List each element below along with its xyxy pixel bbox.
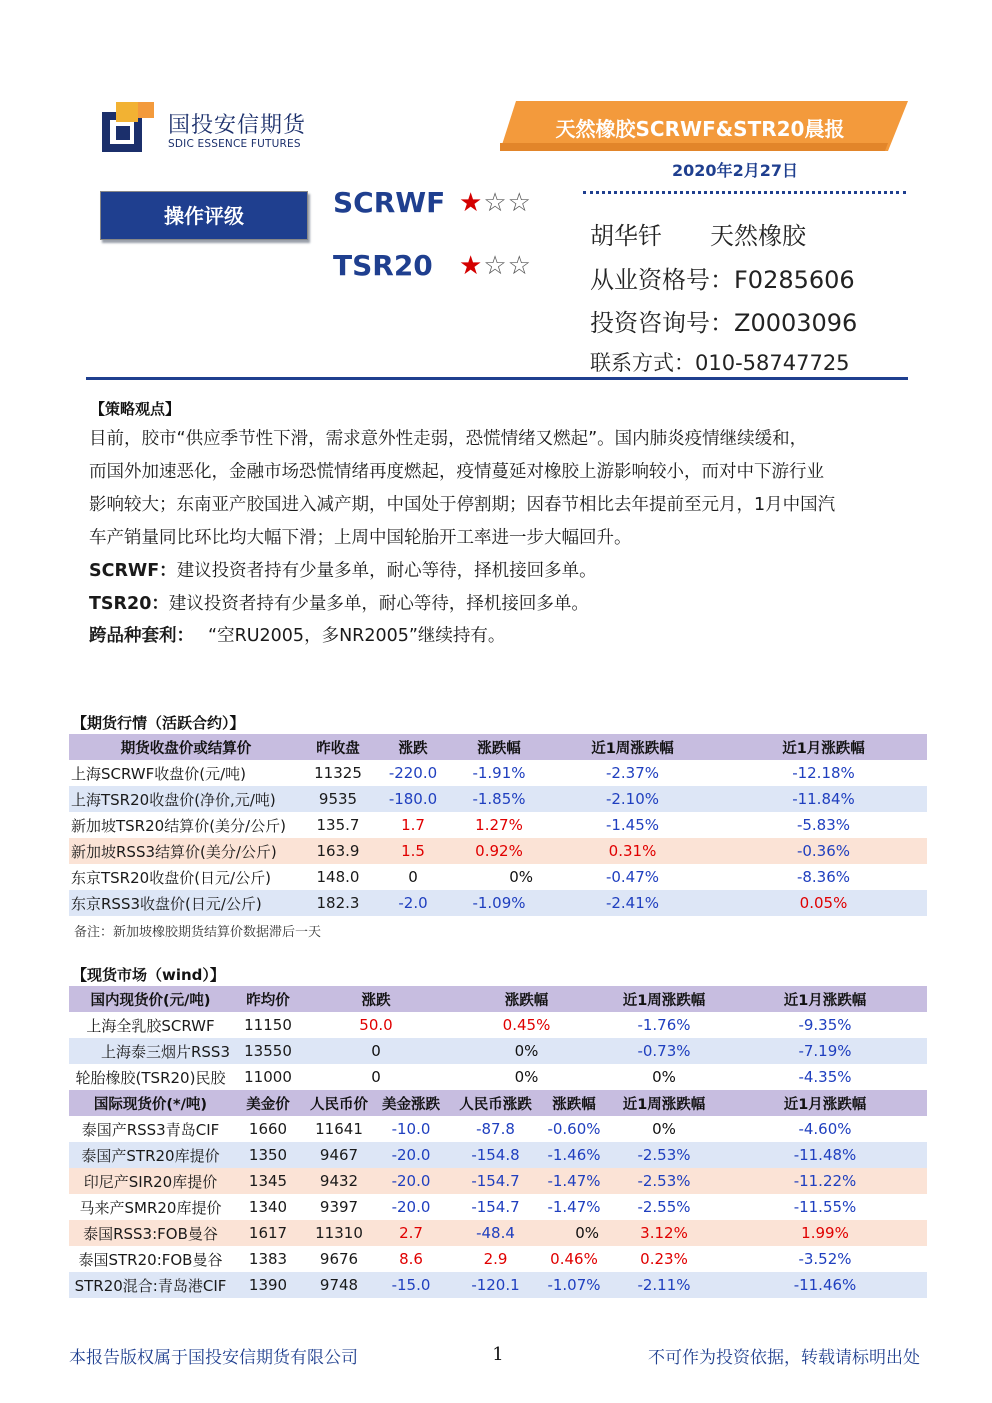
cell-pct: -1.91%	[472, 764, 526, 782]
strategy-item-arbitrage	[89, 620, 909, 653]
table-header-row	[69, 734, 927, 760]
cell-change: 1.7	[401, 816, 425, 834]
table-row	[69, 1220, 927, 1246]
cell-month: -8.36%	[796, 868, 851, 886]
table-row	[69, 786, 927, 812]
table-row	[69, 760, 927, 786]
table-row	[69, 838, 927, 864]
cell-week: -2.53%	[637, 1146, 691, 1164]
cell-week: -2.55%	[637, 1198, 691, 1216]
table-row	[69, 812, 927, 838]
rating-stars-tsr20	[459, 251, 532, 281]
cell-name: 轮胎橡胶(TSR20)民胶	[75, 1068, 226, 1087]
cell-name: STR20混合:青岛港CIF	[74, 1276, 227, 1295]
cell-name: 上海SCRWF收盘价(元/吨)	[71, 764, 247, 783]
cell-week: 3.12%	[640, 1224, 688, 1242]
brand-name-cn: 国投安信期货	[168, 113, 307, 138]
column-header: 人民币涨跌	[448, 1090, 543, 1116]
table-row	[69, 1038, 927, 1064]
column-header: 美金涨跌	[374, 1090, 448, 1116]
product-tsr20: TSR20	[333, 249, 433, 282]
dotted-divider	[583, 191, 906, 194]
column-header: 人民币价	[304, 1090, 374, 1116]
cell-month: 1.99%	[801, 1224, 849, 1242]
cell-rmb-change: 2.9	[483, 1250, 508, 1268]
cell-pct: 0.46%	[550, 1250, 598, 1268]
cell-rmb-change: -48.4	[476, 1224, 515, 1242]
page-number: 1	[492, 1344, 504, 1365]
cell-week: -2.41%	[605, 894, 660, 912]
analyst-consult-number: 投资咨询号：Z0003096	[590, 309, 858, 337]
column-header: 近1月涨跌幅	[723, 1090, 927, 1116]
cell-pct: -1.85%	[472, 790, 526, 808]
cell-pct: 1.27%	[475, 816, 523, 834]
futures-note: 备注：新加坡橡胶期货结算价数据滞后一天	[74, 925, 322, 940]
report-banner	[500, 101, 908, 151]
column-header: 昨收盘	[303, 734, 373, 760]
column-header: 国际现货价(*/吨)	[69, 1090, 232, 1116]
table-header-row	[69, 1090, 927, 1116]
cell-usd: 1350	[248, 1146, 288, 1164]
cell-month: -0.36%	[796, 842, 851, 860]
strategy-line: 而国外加速恶化，金融市场恐慌情绪再度燃起，疫情蔓延对橡胶上游影响较小，而对中下游行业	[89, 462, 824, 482]
cell-name: 上海全乳胶SCRWF	[86, 1016, 215, 1035]
column-header: 近1月涨跌幅	[723, 986, 927, 1012]
cell-month: -7.19%	[798, 1042, 852, 1060]
star-filled-icon: ★	[459, 188, 484, 218]
report-date: 2020年2月27日	[672, 161, 798, 180]
cell-month: -5.83%	[796, 816, 851, 834]
table-row	[69, 1194, 927, 1220]
strategy-item-label: 跨品种套利：	[89, 626, 194, 646]
cell-price: 13550	[244, 1042, 292, 1060]
cell-month: -11.55%	[793, 1198, 857, 1216]
strategy-line: 目前，胶市“供应季节性下滑，需求意外性走弱，恐慌情绪又燃起”。国内肺炎疫情继续缓和，	[89, 429, 808, 449]
table-row	[69, 1012, 927, 1038]
cell-name: 新加坡RSS3结算价(美分/公斤)	[71, 842, 277, 861]
cell-change: -220.0	[388, 764, 438, 782]
cell-usd-change: -15.0	[391, 1276, 431, 1294]
cell-usd: 1617	[248, 1224, 288, 1242]
cell-week: -1.45%	[605, 816, 660, 834]
logo-mark-icon	[102, 102, 154, 152]
futures-table	[69, 734, 927, 916]
cell-week: 0%	[652, 1068, 676, 1086]
cell-rmb: 9676	[319, 1250, 359, 1268]
cell-pct: -1.07%	[547, 1276, 601, 1294]
cell-month: -11.84%	[792, 790, 855, 808]
table-row	[69, 1168, 927, 1194]
strategy-item-text: “空RU2005，多NR2005”继续持有。	[208, 626, 506, 646]
cell-close: 135.7	[316, 816, 360, 834]
cell-week: -2.37%	[605, 764, 660, 782]
column-header: 涨跌幅	[448, 986, 605, 1012]
cell-usd: 1345	[248, 1172, 288, 1190]
table-row	[69, 1272, 927, 1298]
table-row	[69, 1064, 927, 1090]
cell-usd-change: 8.6	[399, 1250, 423, 1268]
strategy-line: 车产销量同比环比均大幅下滑；上周中国轮胎开工率进一步大幅回升。	[89, 528, 632, 548]
cell-name: 泰国产RSS3青岛CIF	[81, 1120, 220, 1139]
header-divider	[86, 377, 908, 380]
strategy-item-label: SCRWF：	[89, 561, 177, 581]
cell-name: 东京RSS3收盘价(日元/公斤)	[71, 894, 262, 913]
analyst-license: 从业资格号：F0285606	[590, 266, 855, 294]
cell-month: -4.35%	[798, 1068, 852, 1086]
cell-rmb: 9748	[319, 1276, 359, 1294]
cell-rmb: 11310	[315, 1224, 363, 1242]
cell-name: 印尼产SIR20库提价	[83, 1172, 218, 1191]
cell-usd-change: -20.0	[391, 1172, 431, 1190]
table-row	[69, 890, 927, 916]
cell-name: 新加坡TSR20结算价(美分/公斤)	[71, 816, 286, 835]
strategy-item-text: 建议投资者持有少量多单，耐心等待，择机接回多单。	[176, 561, 597, 581]
cell-usd: 1340	[248, 1198, 288, 1216]
footer-copyright: 本报告版权属于国投安信期货有限公司	[69, 1348, 358, 1368]
cell-change: -2.0	[398, 894, 428, 912]
cell-close: 148.0	[316, 868, 360, 886]
cell-name: 马来产SMR20库提价	[79, 1198, 222, 1217]
cell-pct: 0%	[514, 1068, 539, 1086]
cell-price: 11150	[244, 1016, 292, 1034]
cell-pct: 0.45%	[502, 1016, 551, 1034]
table-row	[69, 1116, 927, 1142]
column-header: 近1周涨跌幅	[605, 986, 723, 1012]
column-header: 涨跌	[304, 986, 448, 1012]
cell-week: -0.47%	[605, 868, 660, 886]
report-title: 天然橡胶SCRWF&STR20晨报	[555, 117, 845, 141]
cell-pct: -1.46%	[547, 1146, 601, 1164]
cell-week: -2.10%	[605, 790, 660, 808]
rating-stars-scrwf	[459, 188, 532, 218]
cell-week: -2.53%	[637, 1172, 691, 1190]
column-header: 涨跌	[373, 734, 453, 760]
brand-name-en: SDIC ESSENCE FUTURES	[168, 138, 301, 150]
analyst-contact: 联系方式：010-58747725	[590, 351, 850, 375]
cell-month: -11.48%	[793, 1146, 857, 1164]
column-header: 近1周涨跌幅	[605, 1090, 723, 1116]
cell-month: -11.22%	[793, 1172, 857, 1190]
cell-name: 泰国产STR20库提价	[81, 1146, 220, 1165]
cell-close: 9535	[318, 790, 358, 808]
brand-logo	[102, 102, 342, 154]
cell-name: 上海泰三烟片RSS3	[100, 1042, 230, 1061]
cell-close: 163.9	[316, 842, 360, 860]
cell-pct: -1.47%	[547, 1172, 601, 1190]
cell-change: 0	[371, 1068, 381, 1086]
cell-change: 50.0	[359, 1016, 393, 1034]
table-row	[69, 1246, 927, 1272]
cell-usd-change: -10.0	[391, 1120, 431, 1138]
cell-usd: 1383	[248, 1250, 288, 1268]
column-header: 美金价	[232, 1090, 304, 1116]
analyst-name: 胡华钎 天然橡胶	[590, 222, 806, 250]
rating-label: 操作评级	[100, 191, 308, 240]
cell-change: 0	[371, 1042, 381, 1060]
cell-rmb: 9432	[319, 1172, 359, 1190]
cell-week: -0.73%	[637, 1042, 691, 1060]
column-header: 国内现货价(元/吨)	[69, 986, 232, 1012]
spot-title: 【现货市场（wind）】	[72, 966, 225, 984]
cell-month: -12.18%	[792, 764, 855, 782]
cell-name: 泰国STR20:FOB曼谷	[78, 1250, 223, 1269]
cell-pct: -0.60%	[547, 1120, 601, 1138]
cell-week: 0%	[652, 1120, 676, 1138]
cell-rmb: 11641	[315, 1120, 363, 1138]
cell-usd-change: -20.0	[391, 1198, 431, 1216]
cell-month: -3.52%	[798, 1250, 852, 1268]
column-header: 涨跌幅	[543, 1090, 605, 1116]
product-scrwf: SCRWF	[333, 186, 446, 219]
strategy-title: 【策略观点】	[90, 400, 181, 418]
table-header-row	[69, 986, 927, 1012]
spot-table	[69, 986, 927, 1298]
column-header: 涨跌幅	[453, 734, 545, 760]
table-row	[69, 1142, 927, 1168]
cell-pct: -1.09%	[472, 894, 526, 912]
star-empty-icon: ☆☆	[483, 188, 532, 218]
cell-month: -9.35%	[798, 1016, 852, 1034]
cell-usd-change: 2.7	[399, 1224, 423, 1242]
cell-pct: 0.92%	[475, 842, 523, 860]
futures-title: 【期货行情（活跃合约）】	[72, 714, 245, 732]
strategy-item-text: 建议投资者持有少量多单，耐心等待，择机接回多单。	[168, 594, 589, 614]
cell-price: 11000	[244, 1068, 292, 1086]
column-header: 近1周涨跌幅	[545, 734, 720, 760]
cell-usd-change: -20.0	[391, 1146, 431, 1164]
footer-disclaimer: 不可作为投资依据，转载请标明出处	[648, 1348, 920, 1368]
cell-rmb-change: -87.8	[476, 1120, 515, 1138]
cell-rmb-change: -120.1	[471, 1276, 520, 1294]
strategy-line: 影响较大；东南亚产胶国进入减产期，中国处于停割期；因春节相比去年提前至元月，1月中国汽	[89, 495, 836, 515]
cell-pct: 0%	[509, 868, 533, 886]
cell-rmb-change: -154.7	[471, 1198, 520, 1216]
cell-week: 0.31%	[608, 842, 657, 860]
cell-change: -180.0	[388, 790, 438, 808]
cell-name: 上海TSR20收盘价(净价,元/吨)	[71, 790, 276, 809]
column-header: 期货收盘价或结算价	[69, 734, 303, 760]
strategy-item-tsr20	[89, 588, 909, 621]
cell-pct: 0%	[514, 1042, 539, 1060]
cell-month: -11.46%	[793, 1276, 857, 1294]
cell-change: 0	[408, 868, 418, 886]
table-row	[69, 864, 927, 890]
cell-name: 泰国RSS3:FOB曼谷	[83, 1224, 218, 1243]
cell-close: 182.3	[316, 894, 360, 912]
strategy-item-scrwf	[89, 555, 909, 588]
strategy-item-label: TSR20：	[89, 594, 169, 614]
cell-name: 东京TSR20收盘价(日元/公斤)	[71, 868, 271, 887]
cell-rmb-change: -154.7	[471, 1172, 520, 1190]
cell-change: 1.5	[401, 842, 425, 860]
cell-rmb: 9467	[319, 1146, 359, 1164]
cell-week: -1.76%	[637, 1016, 691, 1034]
cell-month: -4.60%	[798, 1120, 852, 1138]
cell-pct: 0%	[575, 1224, 599, 1242]
column-header: 近1月涨跌幅	[720, 734, 927, 760]
cell-rmb-change: -154.8	[471, 1146, 520, 1164]
cell-week: -2.11%	[637, 1276, 691, 1294]
cell-week: 0.23%	[640, 1250, 688, 1268]
cell-usd: 1390	[248, 1276, 288, 1294]
column-header: 昨均价	[232, 986, 304, 1012]
cell-usd: 1660	[248, 1120, 288, 1138]
cell-month: 0.05%	[799, 894, 848, 912]
star-empty-icon: ☆☆	[483, 251, 532, 281]
star-filled-icon: ★	[459, 251, 484, 281]
cell-close: 11325	[314, 764, 362, 782]
cell-rmb: 9397	[319, 1198, 359, 1216]
cell-pct: -1.47%	[547, 1198, 601, 1216]
